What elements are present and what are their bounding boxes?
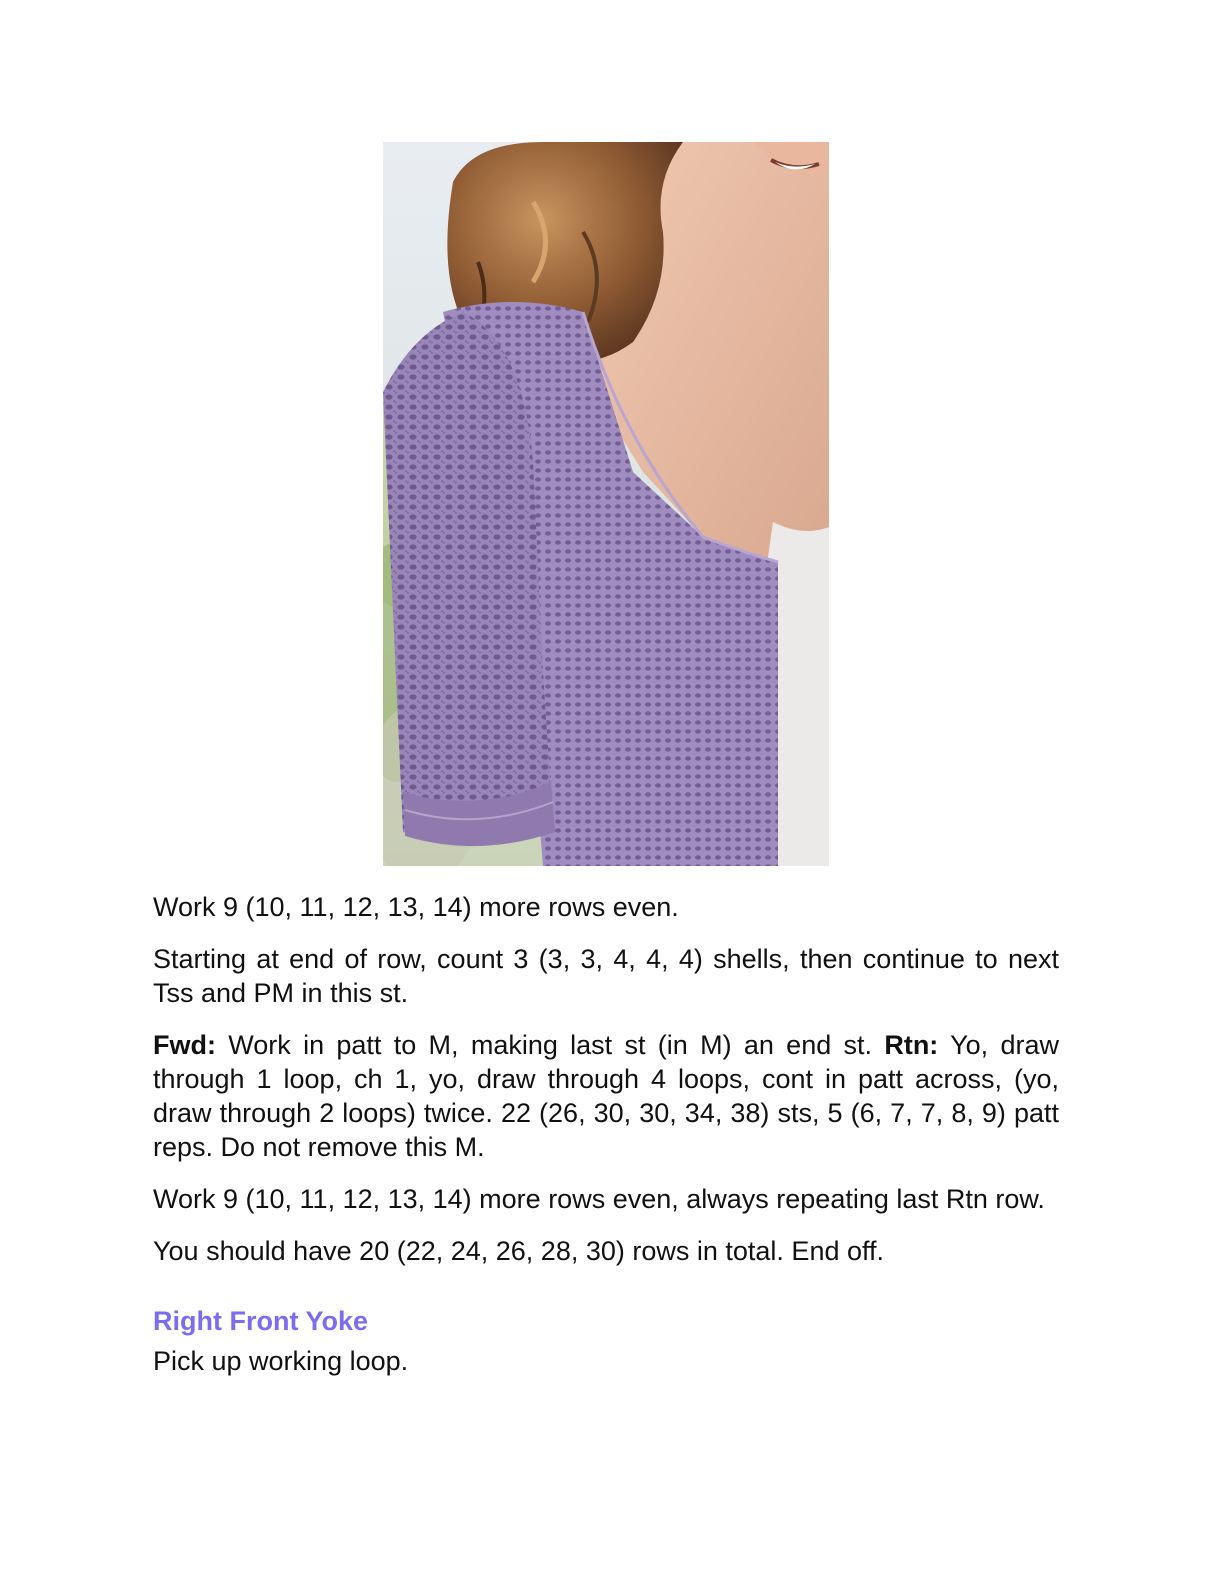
fwd-label: Fwd: bbox=[153, 1030, 216, 1060]
instruction-paragraph: Starting at end of row, count 3 (3, 3, 4, 4, 4) shells, then continue to next Tss and PM in this st. bbox=[153, 944, 1059, 1008]
pattern-instructions bbox=[153, 890, 1059, 1396]
instruction-paragraph bbox=[153, 1028, 1059, 1164]
garment-photo-illustration bbox=[383, 142, 829, 866]
garment-photo bbox=[383, 142, 829, 866]
section-heading: Right Front Yoke bbox=[153, 1306, 368, 1336]
section-body: Pick up working loop. bbox=[153, 1346, 409, 1376]
fwd-text: Work in patt to M, making last st (in M) an end st. bbox=[215, 1030, 885, 1060]
rtn-text: Yo, draw through 1 loop, ch 1, yo, draw through 4 loops, cont in patt across, (yo, draw through 2 loops) twice. 22 (26, 30, 30, 34, 38) sts, 5 (6, 7, 7, 8, 9) patt reps. Do not remove this M. bbox=[153, 1030, 1059, 1162]
instruction-paragraph: Work 9 (10, 11, 12, 13, 14) more rows even, always repeating last Rtn row. bbox=[153, 1184, 1045, 1214]
rtn-label: Rtn: bbox=[884, 1030, 939, 1060]
instruction-paragraph: You should have 20 (22, 24, 26, 28, 30) rows in total. End off. bbox=[153, 1236, 885, 1266]
instruction-paragraph: Work 9 (10, 11, 12, 13, 14) more rows even. bbox=[153, 892, 679, 922]
